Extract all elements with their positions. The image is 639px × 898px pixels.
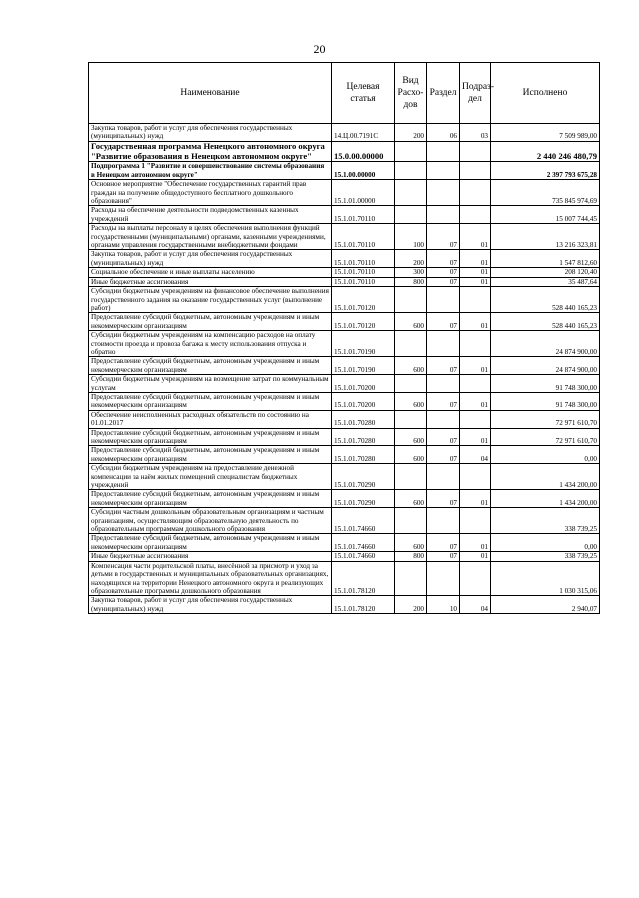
cell-subsection (460, 141, 491, 162)
cell-executed: 2 397 793 675,28 (491, 162, 600, 180)
cell-name: Иные бюджетные ассигнования (89, 552, 332, 561)
cell-executed: 24 874 900,00 (491, 331, 600, 357)
cell-section: 07 (427, 250, 460, 268)
cell-section: 10 (427, 596, 460, 614)
table-row (89, 490, 600, 508)
cell-subsection: 01 (460, 392, 491, 410)
cell-expense-type (395, 561, 427, 596)
table-row (89, 375, 600, 393)
cell-name: Закупка товаров, работ и услуг для обеспечения государственных (муниципальных) нужд (89, 124, 332, 142)
cell-target: 15.1.01.74660 (332, 508, 395, 534)
table-row (89, 162, 600, 180)
cell-expense-type: 200 (395, 250, 427, 268)
cell-section: 07 (427, 490, 460, 508)
cell-subsection: 01 (460, 552, 491, 561)
table-row (89, 428, 600, 446)
cell-expense-type (395, 206, 427, 224)
cell-section: 07 (427, 552, 460, 561)
cell-name: Предоставление субсидий бюджетным, автономным учреждениям и иным некоммерческим организациям (89, 313, 332, 331)
cell-section: 07 (427, 428, 460, 446)
cell-executed: 2 940,07 (491, 596, 600, 614)
cell-expense-type (395, 508, 427, 534)
cell-target: 15.1.01.78120 (332, 596, 395, 614)
header-target: Целевая статья (332, 63, 395, 124)
cell-executed: 7 509 989,00 (491, 124, 600, 142)
cell-subsection (460, 508, 491, 534)
page-number: 20 (313, 42, 326, 56)
cell-section (427, 206, 460, 224)
cell-target: 15.1.01.74660 (332, 552, 395, 561)
cell-subsection (460, 375, 491, 393)
cell-section: 07 (427, 224, 460, 250)
cell-subsection (460, 331, 491, 357)
cell-name: Социальное обеспечение и иные выплаты населению (89, 268, 332, 277)
header-expense-type: Вид Расхо- дов (395, 63, 427, 124)
cell-expense-type: 600 (395, 313, 427, 331)
cell-section: 07 (427, 357, 460, 375)
cell-expense-type: 600 (395, 446, 427, 464)
cell-section (427, 287, 460, 313)
cell-name: Субсидии частным дошкольным образовательным организациям и частным организациям, осуществляющим образовательную деятельность по образовательным программам дошкольного образования (89, 508, 332, 534)
table-row (89, 552, 600, 561)
cell-section (427, 375, 460, 393)
cell-name: Предоставление субсидий бюджетным, автономным учреждениям и иным некоммерческим организациям (89, 534, 332, 552)
cell-executed: 528 440 165,23 (491, 287, 600, 313)
cell-section (427, 162, 460, 180)
cell-target: 15.1.01.70290 (332, 490, 395, 508)
table-row (89, 141, 600, 162)
cell-expense-type: 600 (395, 392, 427, 410)
table-row (89, 446, 600, 464)
cell-expense-type: 800 (395, 552, 427, 561)
cell-name: Субсидии бюджетным учреждениям на возмещение затрат по коммунальным услугам (89, 375, 332, 393)
table-row (89, 206, 600, 224)
cell-executed: 735 845 974,69 (491, 180, 600, 206)
cell-executed: 35 487,64 (491, 277, 600, 286)
cell-subsection (460, 287, 491, 313)
cell-subsection: 01 (460, 534, 491, 552)
cell-name: Предоставление субсидий бюджетным, автономным учреждениям и иным некоммерческим организациям (89, 446, 332, 464)
cell-target: 15.1.01.78120 (332, 561, 395, 596)
cell-executed: 528 440 165,23 (491, 313, 600, 331)
cell-expense-type (395, 180, 427, 206)
cell-subsection (460, 410, 491, 428)
cell-expense-type (395, 410, 427, 428)
cell-section (427, 410, 460, 428)
cell-subsection: 04 (460, 446, 491, 464)
cell-target: 15.1.00.00000 (332, 162, 395, 180)
table-row (89, 561, 600, 596)
table-row (89, 508, 600, 534)
cell-expense-type: 200 (395, 124, 427, 142)
table-row (89, 313, 600, 331)
table-row (89, 464, 600, 490)
cell-target: 15.1.01.70110 (332, 277, 395, 286)
cell-target: 15.1.01.70110 (332, 268, 395, 277)
cell-executed: 72 971 610,70 (491, 428, 600, 446)
cell-section: 07 (427, 446, 460, 464)
cell-name: Субсидии бюджетным учреждениям на финансовое обеспечение выполнения государственного задания на оказание государственных услуг (выполнение работ) (89, 287, 332, 313)
cell-target: 15.1.01.74660 (332, 534, 395, 552)
cell-expense-type (395, 331, 427, 357)
cell-target: 15.1.01.70120 (332, 313, 395, 331)
cell-section: 07 (427, 268, 460, 277)
header-section: Раздел (427, 63, 460, 124)
cell-target: 14.Ц.00.7191С (332, 124, 395, 142)
cell-expense-type: 800 (395, 277, 427, 286)
cell-target: 15.1.01.70200 (332, 392, 395, 410)
cell-subsection: 01 (460, 224, 491, 250)
cell-expense-type: 600 (395, 490, 427, 508)
table-row (89, 287, 600, 313)
cell-expense-type: 600 (395, 357, 427, 375)
cell-target: 15.1.01.70280 (332, 410, 395, 428)
cell-executed: 91 748 300,00 (491, 392, 600, 410)
cell-target: 15.0.00.00000 (332, 141, 395, 162)
cell-subsection: 03 (460, 124, 491, 142)
cell-section: 07 (427, 392, 460, 410)
cell-subsection (460, 206, 491, 224)
table-row (89, 277, 600, 286)
cell-subsection (460, 180, 491, 206)
cell-expense-type (395, 464, 427, 490)
cell-executed: 1 547 812,60 (491, 250, 600, 268)
cell-executed: 15 007 744,45 (491, 206, 600, 224)
cell-subsection: 01 (460, 268, 491, 277)
budget-table (88, 62, 600, 614)
table-row (89, 250, 600, 268)
cell-name: Компенсация части родительской платы, внесённой за присмотр и уход за детьми в государственных и муниципальных образовательных организациях, находящихся на территории Ненецкого автономного округа и реализующих образовательные программы дошкольного образования (89, 561, 332, 596)
cell-name: Предоставление субсидий бюджетным, автономным учреждениям и иным некоммерческим организациям (89, 392, 332, 410)
cell-subsection (460, 561, 491, 596)
cell-expense-type: 300 (395, 268, 427, 277)
cell-name: Субсидии бюджетным учреждениям на предоставление денежной компенсации за наём жилых помещений специалистам бюджетных учреждений (89, 464, 332, 490)
cell-expense-type (395, 162, 427, 180)
cell-executed: 0,00 (491, 534, 600, 552)
cell-executed: 1 434 200,00 (491, 464, 600, 490)
cell-name: Государственная программа Ненецкого автономного округа "Развитие образования в Ненецком автономном округе" (89, 141, 332, 162)
cell-target: 15.1.01.70200 (332, 375, 395, 393)
cell-name: Расходы на обеспечение деятельности подведомственных казенных учреждений (89, 206, 332, 224)
cell-subsection: 01 (460, 250, 491, 268)
table-row (89, 534, 600, 552)
cell-subsection: 01 (460, 428, 491, 446)
cell-section (427, 464, 460, 490)
cell-target: 15.1.01.70280 (332, 446, 395, 464)
cell-subsection (460, 162, 491, 180)
cell-section (427, 561, 460, 596)
table-row (89, 224, 600, 250)
table-row (89, 331, 600, 357)
cell-target: 15.1.01.70110 (332, 250, 395, 268)
cell-name: Основное мероприятие "Обеспечение государственных гарантий прав граждан на получение общедоступного бесплатного дошкольного образования" (89, 180, 332, 206)
cell-target: 15.1.01.70120 (332, 287, 395, 313)
cell-name: Иные бюджетные ассигнования (89, 277, 332, 286)
cell-subsection: 01 (460, 277, 491, 286)
cell-name: Расходы на выплаты персоналу в целях обеспечения выполнения функций государственными (муниципальными) органами, казенными учреждениями, органами управления государственными внебюджетными фондами (89, 224, 332, 250)
cell-name: Подпрограмма 1 "Развитие и совершенствование системы образования в Ненецком автономном округе" (89, 162, 332, 180)
cell-name: Закупка товаров, работ и услуг для обеспечения государственных (муниципальных) нужд (89, 596, 332, 614)
cell-name: Предоставление субсидий бюджетным, автономным учреждениям и иным некоммерческим организациям (89, 428, 332, 446)
cell-section (427, 141, 460, 162)
cell-section (427, 508, 460, 534)
cell-target: 15.1.01.70190 (332, 331, 395, 357)
table-row (89, 596, 600, 614)
cell-expense-type: 200 (395, 596, 427, 614)
cell-name: Закупка товаров, работ и услуг для обеспечения государственных (муниципальных) нужд (89, 250, 332, 268)
cell-executed: 13 216 323,81 (491, 224, 600, 250)
table-row (89, 392, 600, 410)
cell-expense-type: 600 (395, 534, 427, 552)
table-row (89, 357, 600, 375)
cell-section: 07 (427, 534, 460, 552)
cell-target: 15.1.01.70190 (332, 357, 395, 375)
cell-section: 07 (427, 277, 460, 286)
table-header-row (89, 63, 600, 124)
table-row (89, 124, 600, 142)
cell-name: Предоставление субсидий бюджетным, автономным учреждениям и иным некоммерческим организациям (89, 357, 332, 375)
cell-name: Обеспечение неисполненных расходных обязательств по состоянию на 01.01.2017 (89, 410, 332, 428)
cell-target: 15.1.01.70290 (332, 464, 395, 490)
cell-subsection: 01 (460, 357, 491, 375)
cell-executed: 1 434 200,00 (491, 490, 600, 508)
cell-target: 15.1.01.70110 (332, 206, 395, 224)
header-name: Наименование (89, 63, 332, 124)
cell-subsection: 01 (460, 490, 491, 508)
cell-target: 15.1.01.00000 (332, 180, 395, 206)
table-body (89, 124, 600, 614)
cell-section: 07 (427, 313, 460, 331)
cell-expense-type: 600 (395, 428, 427, 446)
table-row (89, 268, 600, 277)
cell-executed: 2 440 246 480,79 (491, 141, 600, 162)
cell-executed: 24 874 900,00 (491, 357, 600, 375)
cell-subsection: 04 (460, 596, 491, 614)
cell-target: 15.1.01.70280 (332, 428, 395, 446)
cell-section (427, 331, 460, 357)
cell-executed: 1 030 315,06 (491, 561, 600, 596)
cell-executed: 208 120,40 (491, 268, 600, 277)
cell-expense-type (395, 287, 427, 313)
cell-executed: 91 748 300,00 (491, 375, 600, 393)
header-subsection: Подраз- дел (460, 63, 491, 124)
cell-section: 06 (427, 124, 460, 142)
cell-executed: 338 739,25 (491, 508, 600, 534)
cell-expense-type: 100 (395, 224, 427, 250)
cell-name: Предоставление субсидий бюджетным, автономным учреждениям и иным некоммерческим организациям (89, 490, 332, 508)
table-row (89, 180, 600, 206)
cell-executed: 72 971 610,70 (491, 410, 600, 428)
cell-target: 15.1.01.70110 (332, 224, 395, 250)
cell-name: Субсидии бюджетным учреждениям на компенсацию расходов на оплату стоимости проезда и провоза багажа к месту использования отпуска и обратно (89, 331, 332, 357)
cell-subsection (460, 464, 491, 490)
cell-subsection: 01 (460, 313, 491, 331)
cell-section (427, 180, 460, 206)
cell-executed: 0,00 (491, 446, 600, 464)
cell-expense-type (395, 375, 427, 393)
header-executed: Исполнено (491, 63, 600, 124)
table-row (89, 410, 600, 428)
cell-executed: 338 739,25 (491, 552, 600, 561)
cell-expense-type (395, 141, 427, 162)
